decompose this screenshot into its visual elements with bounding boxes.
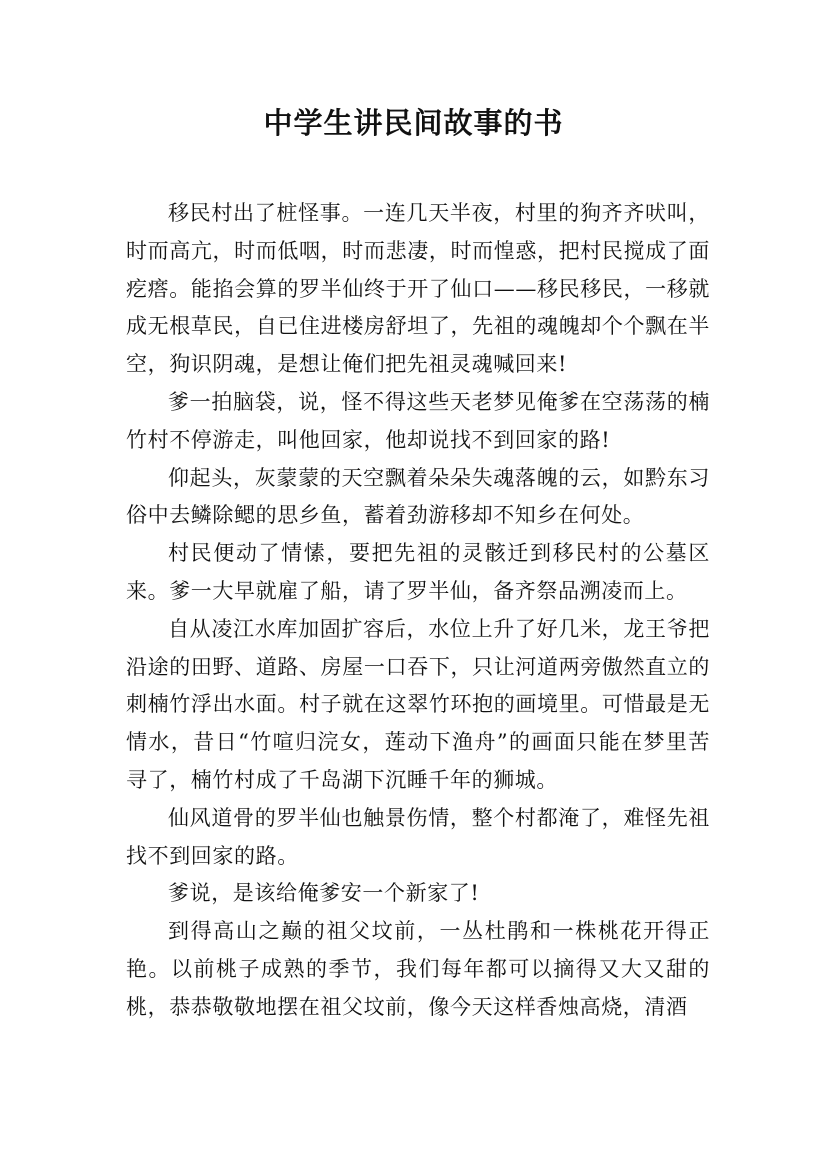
paragraph: 村民便动了情愫，要把先祖的灵骸迁到移民村的公墓区来。爹一大早就雇了船，请了罗半仙，备齐祭品溯凌而上。 bbox=[126, 541, 710, 603]
paragraph: 爹一拍脑袋，说，怪不得这些天老梦见俺爹在空荡荡的楠竹村不停游走，叫他回家，他却说找不到回家的路! bbox=[126, 389, 710, 452]
paragraph: 爹说，是该给俺爹安一个新家了! bbox=[168, 881, 480, 906]
paragraph: 仰起头，灰蒙蒙的天空飘着朵朵失魂落魄的云，如黔东习俗中去鳞除鳃的思乡鱼，蓄着劲游移却不知乡在何处。 bbox=[126, 465, 710, 528]
document-title: 中学生讲民间故事的书 bbox=[263, 106, 564, 140]
paragraph: 自从凌江水库加固扩容后，水位上升了好几米，龙王爷把沿途的田野、道路、房屋一口吞下，只让河道两旁傲然直立的刺楠竹浮出水面。村子就在这翠竹环抱的画境里。可惜最是无情水，昔日“竹喧归浣女，莲动下渔舟”的画面只能在梦里苦寻了，楠竹村成了千岛湖下沉睡千年的狮城。 bbox=[126, 616, 710, 792]
paragraph: 到得高山之巅的祖父坟前，一丛杜鹃和一株桃花开得正艳。以前桃子成熟的季节，我们每年都可以摘得又大又甜的桃，恭恭敬敬地摆在祖父坟前，像今天这样香烛高烧，清酒 bbox=[126, 919, 710, 1019]
document-body bbox=[126, 195, 710, 1027]
paragraph: 移民村出了桩怪事。一连几天半夜，村里的狗齐齐吠叫，时而高亢，时而低咽，时而悲凄，时而惶惑，把村民搅成了面疙瘩。能掐会算的罗半仙终于开了仙口——移民移民，一移就成无根草民，自已住进楼房舒坦了，先祖的魂魄却个个飘在半空，狗识阴魂，是想让俺们把先祖灵魂喊回来! bbox=[126, 201, 710, 377]
paragraph: 仙风道骨的罗半仙也触景伤情，整个村都淹了，难怪先祖找不到回家的路。 bbox=[126, 805, 710, 868]
